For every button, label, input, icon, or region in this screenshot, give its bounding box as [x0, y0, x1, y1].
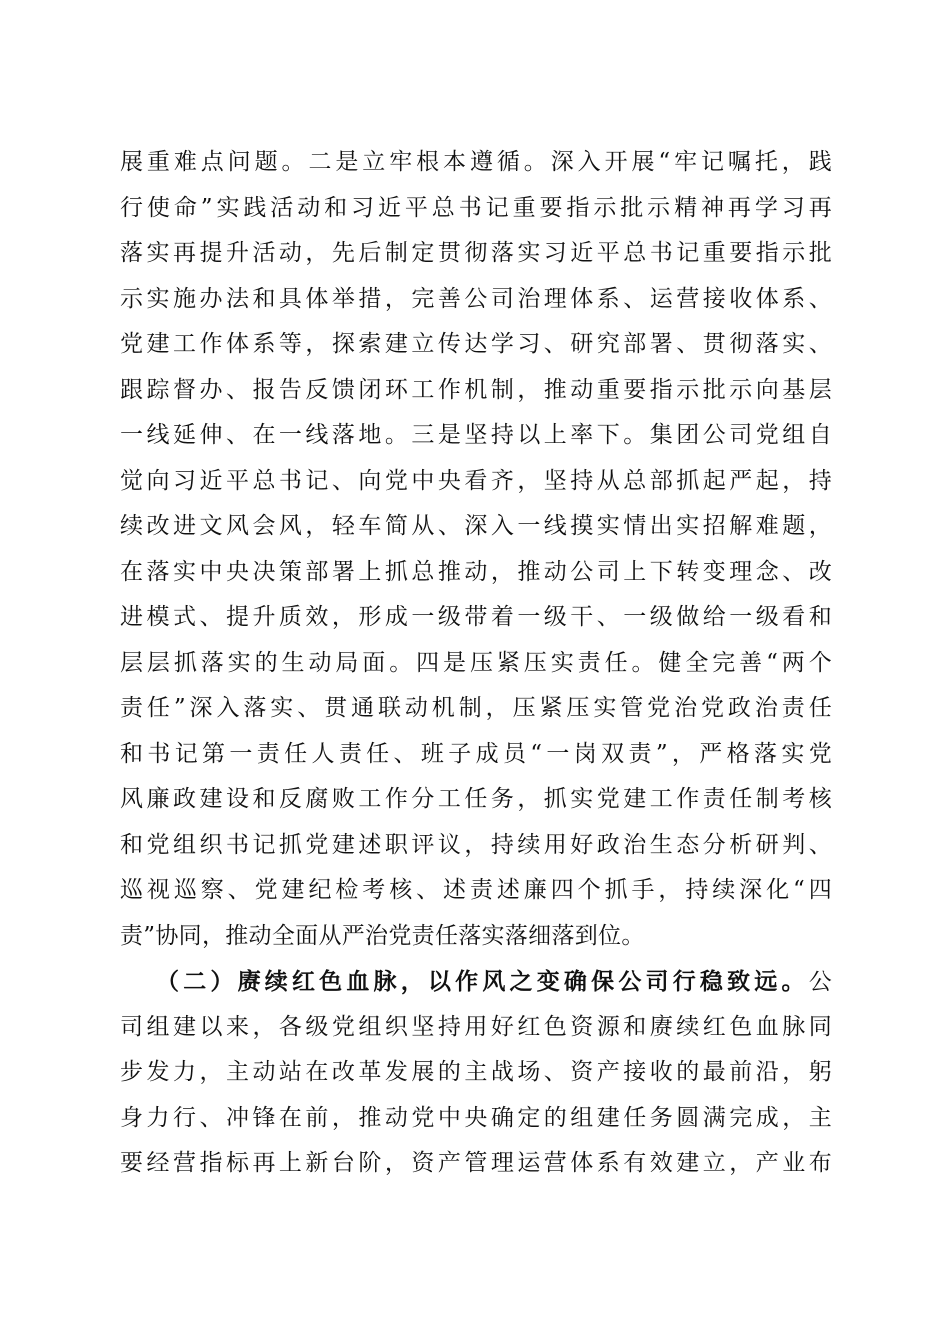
section-heading: （二）赓续红色血脉，以作风之变确保公司行稳致远。 [156, 968, 809, 995]
text-line: 风廉政建设和反腐败工作分工任务，抓实党建工作责任制考核 [120, 786, 832, 812]
paragraph-2 [120, 959, 832, 1187]
section-heading-line [120, 959, 832, 1005]
text-line: 续改进文风会风，轻车简从、深入一线摸实情出实招解难题， [120, 513, 832, 539]
text-line: 在落实中央决策部署上抓总推动，推动公司上下转变理念、改 [120, 558, 832, 585]
text-line: 进模式、提升质效，形成一级带着一级干、一级做给一级看和 [120, 604, 832, 630]
text-line: 责任”深入落实、贯通联动机制，压紧压实管党治党政治责任 [120, 695, 832, 721]
paragraph-1 [120, 140, 832, 959]
heading-line-rest: 公 [808, 969, 832, 995]
text-line: 巡视巡察、党建纪检考核、述责述廉四个抓手，持续深化“四 [120, 877, 832, 903]
text-line: 身力行、冲锋在前，推动党中央确定的组建任务圆满完成，主 [120, 1104, 832, 1131]
text-line: 一线延伸、在一线落地。三是坚持以上率下。集团公司党组自 [120, 422, 832, 448]
text-line: 展重难点问题。二是立牢根本遵循。深入开展“牢记嘱托，践 [120, 149, 832, 175]
text-line: 和党组织书记抓党建述职评议，持续用好政治生态分析研判、 [120, 831, 832, 858]
text-line: 司组建以来，各级党组织坚持用好红色资源和赓续红色血脉同 [120, 1013, 832, 1040]
text-line: 层层抓落实的生动局面。四是压紧压实责任。健全完善“两个 [120, 649, 832, 676]
text-line: 步发力，主动站在改革发展的主战场、资产接收的最前沿，躬 [120, 1059, 832, 1085]
document-body [120, 140, 832, 1187]
text-line: 落实再提升活动，先后制定贯彻落实习近平总书记重要指示批 [120, 240, 832, 266]
text-line: 和书记第一责任人责任、班子成员“一岗双责”，严格落实党 [120, 740, 832, 767]
text-line: 跟踪督办、报告反馈闭环工作机制，推动重要指示批示向基层 [120, 376, 832, 403]
text-line: 行使命”实践活动和习近平总书记重要指示批示精神再学习再 [120, 194, 832, 221]
text-line: 觉向习近平总书记、向党中央看齐，坚持从总部抓起严起，持 [120, 467, 832, 494]
text-line: 要经营指标再上新台阶，资产管理运营体系有效建立，产业布 [120, 1150, 832, 1176]
text-line: 责”协同，推动全面从严治党责任落实落细落到位。 [120, 922, 645, 949]
text-line: 示实施办法和具体举措，完善公司治理体系、运营接收体系、 [120, 285, 832, 312]
text-line: 党建工作体系等，探索建立传达学习、研究部署、贯彻落实、 [120, 331, 832, 357]
